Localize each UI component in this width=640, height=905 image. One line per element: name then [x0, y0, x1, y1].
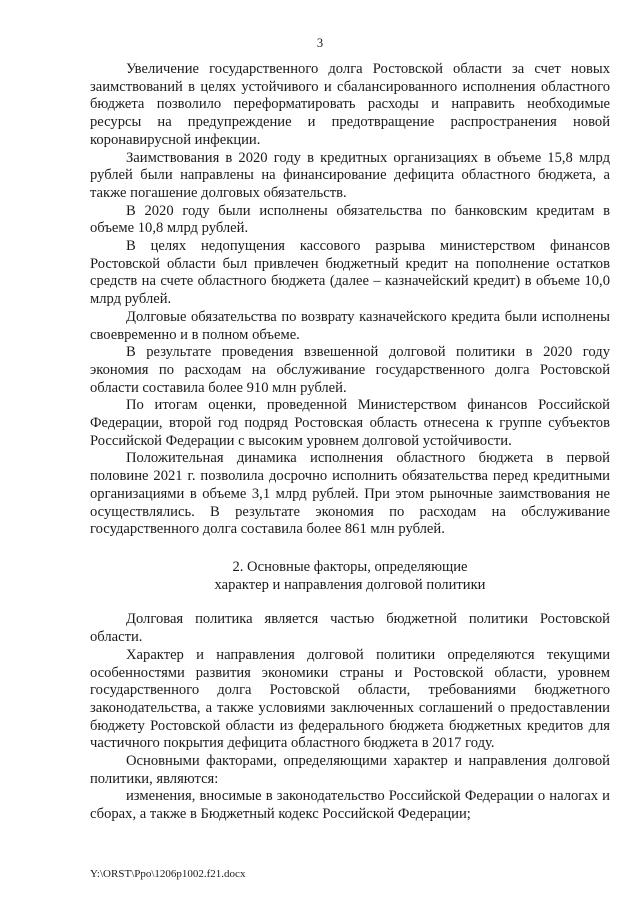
paragraph: Положительная динамика исполнения областного бюджета в первой половине 2021 г. позволила досрочно исполнить обязательства перед кредитными организациями в объеме 3,1 млрд рублей. При этом рыночные заимствования не осуществлялись. В результате экономия по расходам на обслуживание государственного долга составила более 861 млн рублей.	[90, 450, 610, 538]
paragraph: Характер и направления долговой политики определяются текущими особенностями развития экономики страны и Ростовской области, уровнем государственного долга Ростовской области, требованиями бюджетного законодательства, а также условиями заключенных соглашений о предоставлении бюджету Ростовской области из федерального бюджета бюджетных кредитов для частичного покрытия дефицита областного бюджета в 2017 году.	[90, 646, 610, 752]
paragraph: Долговая политика является частью бюджетной политики Ростовской области.	[90, 611, 610, 646]
section-heading-line-1: 2. Основные факторы, определяющие	[232, 558, 468, 575]
paragraph: Заимствования в 2020 году в кредитных организациях в объеме 15,8 млрд рублей были направлены на финансирование дефицита областного бюджета, а также погашение долговых обязательств.	[90, 149, 610, 201]
paragraph: В целях недопущения кассового разрыва министерством финансов Ростовской области был привлечен бюджетный кредит на пополнение остатков средств на счете областного бюджета (далее – казначейский кредит) в объеме 10,0 млрд рублей.	[90, 238, 610, 308]
footer-file-path: Y:\ORST\Ppo\1206p1002.f21.docx	[90, 868, 246, 880]
paragraph: По итогам оценки, проведенной Министерством финансов Российской Федерации, второй год подряд Ростовская область отнесена к группе субъектов Российской Федерации с высоким уровнем долговой устойчивости.	[90, 397, 610, 449]
paragraph: В результате проведения взвешенной долговой политики в 2020 году экономия по расходам на обслуживание государственного долга Ростовской области составила более 910 млн рублей.	[90, 344, 610, 396]
page-number: 3	[316, 36, 324, 50]
paragraph: Основными факторами, определяющими характер и направления долговой политики, являются:	[90, 753, 610, 787]
paragraph: Долговые обязательства по возврату казначейского кредита были исполнены своевременно и в полном объеме.	[90, 308, 610, 343]
paragraph: изменения, вносимые в законодательство Российской Федерации о налогах и сборах, а также в Бюджетный кодекс Российской Федерации;	[90, 788, 610, 823]
paragraph: В 2020 году были исполнены обязательства по банковским кредитам в объеме 10,8 млрд рублей.	[90, 202, 610, 237]
document-body	[90, 61, 610, 824]
paragraph: Увеличение государственного долга Ростовской области за счет новых заимствований в целях устойчивого и сбалансированного исполнения областного бюджета позволило переформатировать расходы и направить необходимые ресурсы на предупреждение и предотвращение распространения новой коронавирусной инфекции.	[90, 61, 610, 148]
section-heading-line-2: характер и направления долговой политики	[214, 576, 486, 593]
